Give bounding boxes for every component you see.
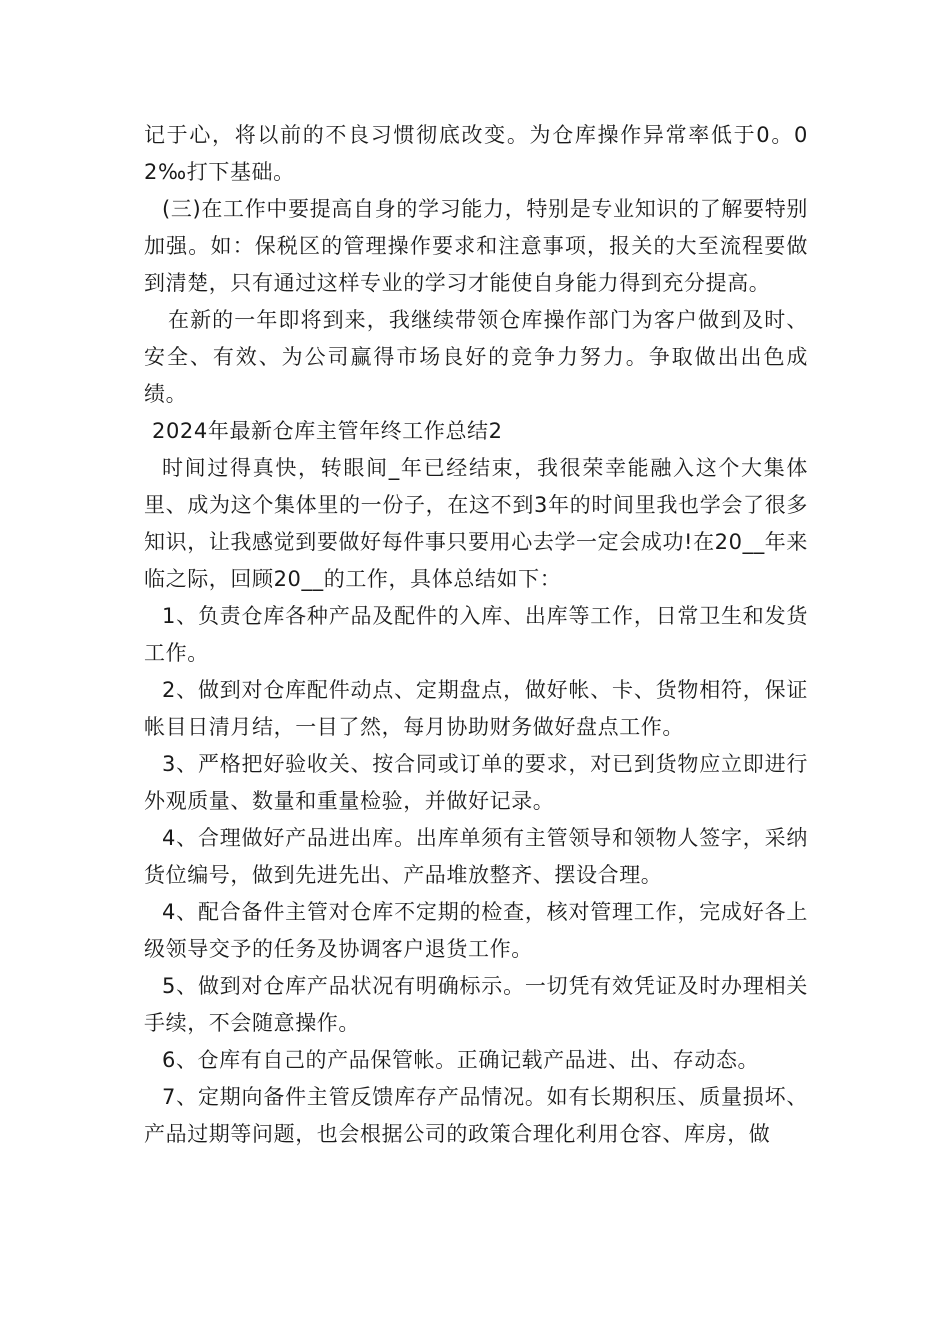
list-item-1: 1、负责仓库各种产品及配件的入库、出库等工作，日常卫生和发货工作。 (144, 604, 808, 665)
list-item-4a: 4、合理做好产品进出库。出库单须有主管领导和领物人签字，采纳货位编号，做到先进先出、产品堆放整齐、摆设合理。 (144, 826, 808, 887)
document-body (144, 117, 808, 1153)
paragraph-intro: 时间过得真快，转眼间_年已经结束，我很荣幸能融入这个大集体里、成为这个集体里的一份子，在这不到3年的时间里我也学会了很多知识，让我感觉到要做好每件事只要用心去学一定会成功!在20__年来临之际，回顾20__的工作，具体总结如下： (144, 456, 808, 591)
paragraph-new-year: 在新的一年即将到来，我继续带领仓库操作部门为客户做到及时、安全、有效、为公司赢得市场良好的竞争力努力。争取做出出色成绩。 (144, 308, 808, 406)
list-item-5: 5、做到对仓库产品状况有明确标示。一切凭有效凭证及时办理相关手续，不会随意操作。 (144, 974, 808, 1035)
paragraph-continuation: 记于心，将以前的不良习惯彻底改变。为仓库操作异常率低于0。02‰打下基础。 (144, 123, 808, 184)
list-item-7: 7、定期向备件主管反馈库存产品情况。如有长期积压、质量损坏、产品过期等问题，也会根据公司的政策合理化利用仓容、库房，做 (144, 1085, 808, 1146)
list-item-6: 6、仓库有自己的产品保管帐。正确记载产品进、出、存动态。 (162, 1048, 760, 1072)
list-item-2: 2、做到对仓库配件动点、定期盘点，做好帐、卡、货物相符，保证帐目日清月结，一目了然，每月协助财务做好盘点工作。 (144, 678, 808, 739)
list-item-3: 3、严格把好验收关、按合同或订单的要求，对已到货物应立即进行外观质量、数量和重量检验，并做好记录。 (144, 752, 808, 813)
list-item-4b: 4、配合备件主管对仓库不定期的检查，核对管理工作，完成好各上级领导交予的任务及协调客户退货工作。 (144, 900, 808, 961)
paragraph-study-ability: (三)在工作中要提高自身的学习能力，特别是专业知识的了解要特别加强。如：保税区的管理操作要求和注意事项，报关的大至流程要做到清楚，只有通过这样专业的学习才能使自身能力得到充分提高。 (144, 197, 808, 295)
section-heading: 2024年最新仓库主管年终工作总结2 (152, 419, 503, 443)
